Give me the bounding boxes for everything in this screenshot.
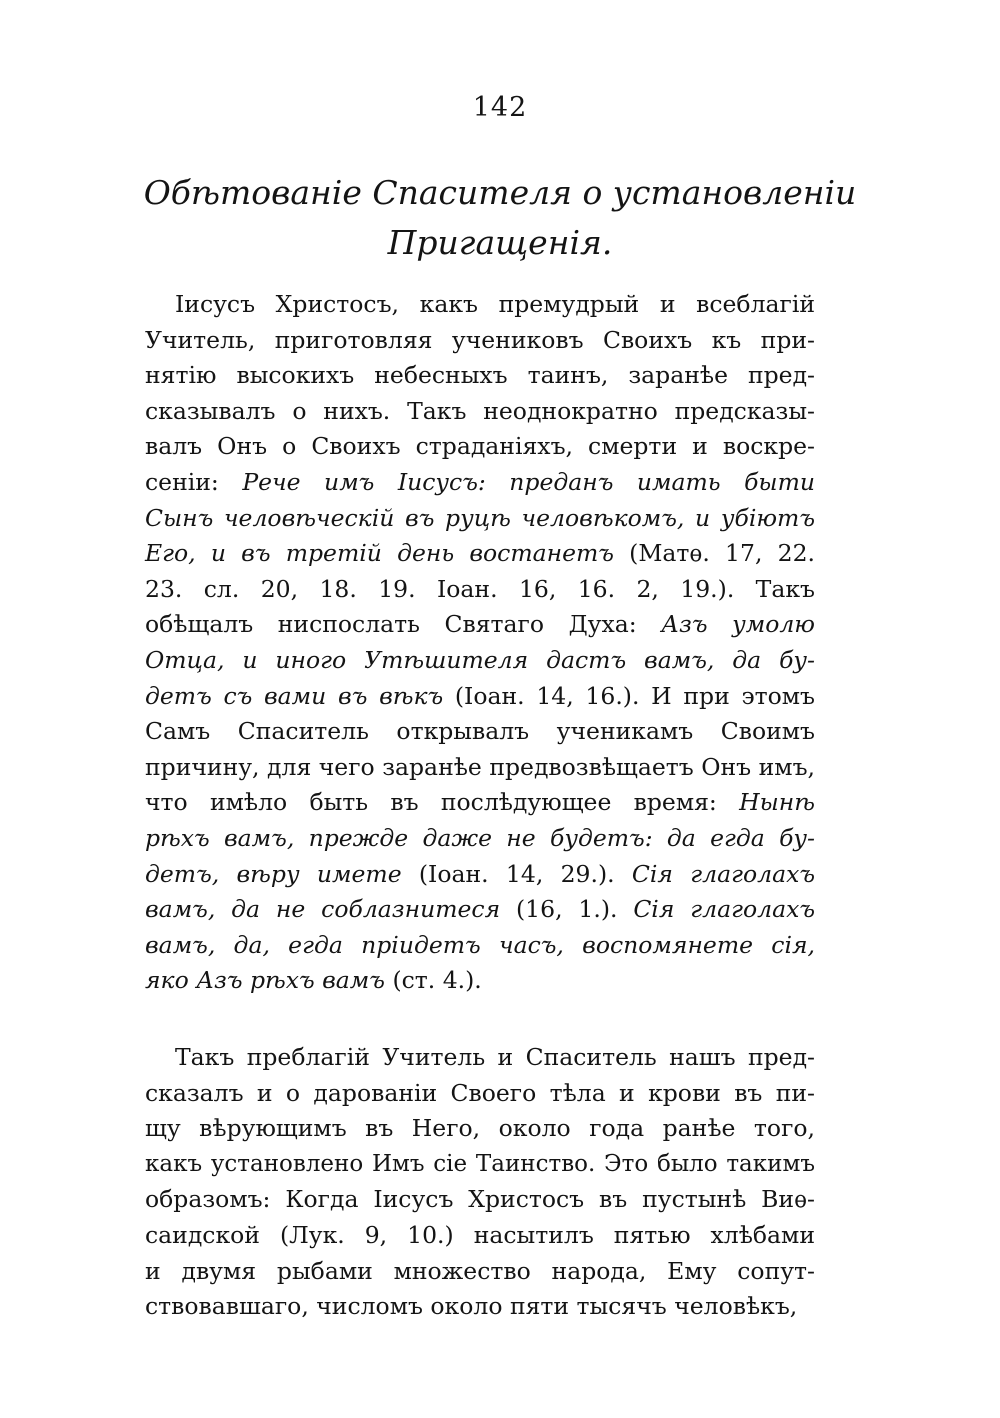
italic-quote-segment: Нынѣ: [739, 788, 815, 817]
italic-quote-segment: вамъ, да, егда пріидетъ часъ, воспомянете сія,: [145, 930, 815, 959]
italic-quote-segment: Его, и въ третій день востанетъ: [145, 539, 630, 568]
text-line: [145, 1111, 815, 1147]
text-line: [145, 643, 815, 679]
text-segment: нятію высокихъ небесныхъ таинъ, заранѣе пред-: [145, 361, 815, 390]
text-line: [145, 536, 815, 572]
text-segment: сказалъ и о дарованіи Своего тѣла и крови въ пи-: [145, 1078, 815, 1107]
text-segment: образомъ: Когда Іисусъ Христосъ въ пустынѣ Виѳ-: [145, 1185, 815, 1214]
italic-quote-segment: Сынъ человѣческій въ руцѣ человѣкомъ, и убіютъ: [145, 503, 815, 532]
text-line: [145, 572, 815, 608]
text-line: [145, 785, 815, 821]
italic-quote-segment: Азъ умолю: [661, 610, 815, 639]
text-segment: (Іоан. 14, 29.).: [418, 859, 632, 888]
italic-quote-segment: Сія глаголахъ: [633, 895, 816, 924]
text-line: [145, 714, 815, 750]
italic-quote-segment: Сія глаголахъ: [631, 859, 815, 888]
text-segment: щу вѣрующимъ въ Него, около года ранѣе того,: [145, 1114, 815, 1143]
page-number: 142: [472, 92, 528, 123]
text-line: [145, 501, 815, 537]
text-line: [145, 963, 815, 999]
text-line: [145, 750, 815, 786]
text-segment: 23. сл. 20, 18. 19. Іоан. 16, 16. 2, 19.). Такъ: [145, 574, 815, 603]
heading-line: Пригащенія.: [387, 223, 613, 262]
text-segment: Самъ Спаситель открывалъ ученикамъ Своимъ: [145, 717, 815, 746]
text-line: [145, 892, 815, 928]
text-segment: что имѣло быть въ послѣдующее время:: [145, 788, 740, 817]
text-line: [145, 1182, 815, 1218]
italic-quote-segment: детъ съ вами въ вѣкъ: [145, 681, 455, 710]
text-segment: саидской (Лук. 9, 10.) насытилъ пятью хлѣбами: [145, 1220, 815, 1249]
italic-quote-segment: детъ, вѣру имете: [145, 859, 419, 888]
italic-quote-segment: вамъ, да не соблазнитеся: [145, 895, 516, 924]
text-segment: обѣщалъ ниспослать Святаго Духа:: [145, 610, 662, 639]
text-line: [145, 323, 815, 359]
text-line: [145, 1218, 815, 1254]
text-line: [145, 465, 815, 501]
text-line: [145, 607, 815, 643]
text-segment: сеніи:: [145, 467, 243, 496]
text-line: [145, 394, 815, 430]
text-line: [145, 857, 815, 893]
section-heading: [110, 168, 890, 268]
text-line: [145, 1254, 815, 1290]
text-line: [145, 358, 815, 394]
text-line: [145, 928, 815, 964]
text-segment: (Матѳ. 17, 22.: [629, 539, 815, 568]
text-segment: (16, 1.).: [516, 895, 634, 924]
paragraph: [145, 287, 815, 999]
italic-quote-segment: Отца, и иного Утѣшителя дастъ вамъ, да бу-: [145, 645, 815, 674]
italic-quote-segment: яко Азъ рѣхъ вамъ: [145, 966, 393, 995]
paragraph: [145, 1040, 815, 1325]
text-segment: Іисусъ Христосъ, какъ премудрый и всеблагій: [175, 290, 815, 318]
text-segment: причину, для чего заранѣе предвозвѣщаетъ Онъ имъ,: [145, 752, 815, 781]
text-line: [145, 287, 815, 323]
text-segment: (ст. 4.).: [392, 966, 482, 995]
italic-quote-segment: рѣхъ вамъ, прежде даже не будетъ: да егда бу-: [145, 823, 815, 852]
text-segment: (Іоан. 14, 16.). И при этомъ: [454, 681, 815, 710]
text-segment: Такъ преблагій Учитель и Спаситель нашъ пред-: [175, 1043, 815, 1071]
text-segment: какъ установлено Имъ сіе Таинство. Это было такимъ: [145, 1150, 815, 1177]
text-segment: и двумя рыбами множество народа, Ему сопут-: [145, 1256, 815, 1285]
heading-line: Обѣтованіе Спасителя о установленіи: [143, 173, 857, 212]
text-segment: Учитель, приготовляя учениковъ Своихъ къ при-: [145, 325, 815, 354]
text-line: [145, 1147, 815, 1183]
italic-quote-segment: Рече имъ Іисусъ: преданъ имать быти: [242, 467, 815, 496]
text-line: [145, 821, 815, 857]
text-line: [145, 429, 815, 465]
text-segment: сказывалъ о нихъ. Такъ неоднократно предсказы-: [145, 396, 815, 425]
text-line: [145, 679, 815, 715]
text-line: [145, 1076, 815, 1112]
text-segment: валъ Онъ о Своихъ страданіяхъ, смерти и воскре-: [145, 432, 815, 461]
text-segment: ствовавшаго, числомъ около пяти тысячъ человѣкъ,: [145, 1292, 798, 1321]
text-line: [145, 1289, 815, 1325]
text-line: [145, 1040, 815, 1076]
